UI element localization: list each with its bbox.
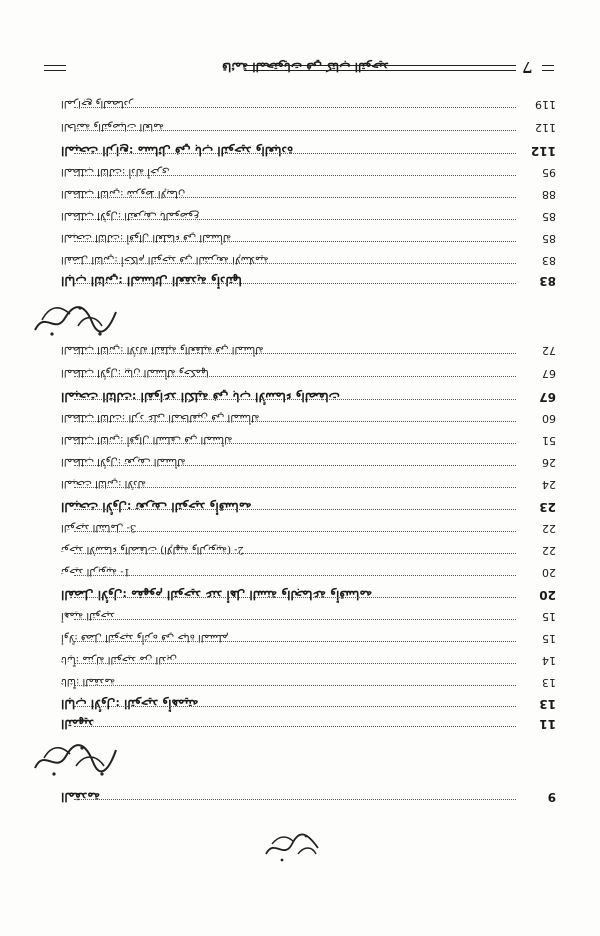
- toc-label: المطلب الثالث: الرد على المخالفين في المسألة: [58, 412, 263, 423]
- toc-label: المبحث الثالث: أقوال العلماء في المسألة: [58, 232, 234, 243]
- toc-row: [44, 654, 556, 672]
- toc-label: المبحث الثالث: القواعد الكلية في باب الأسماء والصفات: [58, 390, 343, 404]
- toc-page-number: 15: [542, 610, 556, 623]
- toc-row: [44, 478, 556, 496]
- toc-page-number: 23: [539, 500, 556, 514]
- toc-label: المراجع والمصادر: [58, 98, 136, 109]
- leader-dots: [74, 399, 516, 400]
- toc-row: [44, 610, 556, 628]
- toc-page-number: 83: [539, 274, 556, 288]
- toc-page-number: 119: [535, 98, 556, 111]
- leader-dots: [74, 175, 516, 176]
- toc-page-number: 13: [539, 697, 556, 711]
- toc-page-number: 88: [542, 188, 556, 201]
- toc-page-number: 20: [542, 566, 556, 579]
- toc-label: 2- توحيد الأسماء والصفات (الإلهية والربوبية): [58, 544, 247, 555]
- toc-row: [44, 500, 556, 518]
- toc-page-number: 83: [542, 254, 556, 267]
- toc-row: [44, 544, 556, 562]
- toc-row: [44, 232, 556, 250]
- toc-row: [44, 588, 556, 606]
- leader-dots: [74, 241, 516, 242]
- toc-row: [44, 522, 556, 540]
- leader-dots: [74, 641, 516, 642]
- toc-page-number: 22: [542, 522, 556, 535]
- toc-row: [44, 697, 556, 715]
- toc-page-number: 85: [542, 232, 556, 245]
- leader-dots: [74, 219, 516, 220]
- toc-label: المطلب الثاني: الأدلة النقلية والعقلية في المسألة: [58, 344, 267, 355]
- toc-page-number: 112: [530, 144, 556, 158]
- toc-label: المطلب الثاني: شروط الإيمان: [58, 188, 188, 199]
- toc-label: 3- التوحيد الشامل: [58, 522, 139, 533]
- toc-row: [44, 274, 556, 292]
- toc-label: المطلب الثالث: أدلة أخرى: [58, 166, 173, 177]
- leader-dots: [74, 726, 516, 727]
- toc-row: [44, 188, 556, 206]
- leader-dots: [74, 465, 516, 466]
- toc-row: [44, 676, 556, 694]
- header-rule: [44, 65, 66, 66]
- leader-dots: [74, 283, 516, 284]
- header-rule: [244, 70, 516, 71]
- toc-row: [44, 717, 556, 735]
- toc-row: [44, 456, 556, 474]
- toc-page-number: 85: [542, 210, 556, 223]
- toc-row: [44, 144, 556, 162]
- toc-page-number: 60: [542, 412, 556, 425]
- toc-page-number: 51: [542, 434, 556, 447]
- toc-label: التمهيد: [58, 717, 97, 731]
- toc-page-number: 11: [539, 717, 556, 731]
- toc-page-number: 22: [542, 544, 556, 557]
- toc-row: [44, 210, 556, 228]
- leader-dots: [74, 487, 516, 488]
- bismillah-ornament: [262, 830, 322, 864]
- toc-row: [44, 367, 556, 385]
- toc-row: [44, 566, 556, 584]
- header-title: قائمة المحتويات في كتاب التوحيد: [222, 60, 389, 74]
- leader-dots: [74, 553, 516, 554]
- toc-page-number: 15: [542, 632, 556, 645]
- running-header: [44, 56, 556, 84]
- toc-row: [44, 254, 556, 272]
- toc-label: ثانياً: منزلة التوحيد من الدين: [58, 654, 180, 665]
- toc-page-number: 112: [535, 121, 556, 134]
- toc-row: [44, 344, 556, 362]
- toc-label: المطلب الأول: تعريف المسألة: [58, 456, 189, 467]
- toc-row: [44, 121, 556, 139]
- toc-page-number: 9: [547, 790, 556, 804]
- toc-label: المطلب الأول: بيان المسألة وحكمها: [58, 367, 212, 378]
- leader-dots: [74, 663, 516, 664]
- toc-row: [44, 434, 556, 452]
- toc-label: المطلب الثاني: أقوال السلف في المسألة: [58, 434, 235, 445]
- toc-label: الباب الثاني: المسائل العقدية وأدلتها: [58, 274, 245, 288]
- leader-dots: [74, 263, 516, 264]
- toc-label: أهمية التوحيد: [58, 610, 118, 621]
- leader-dots: [74, 130, 516, 131]
- leader-dots: [74, 376, 516, 377]
- leader-dots: [74, 197, 516, 198]
- toc-label: الفصل الثاني: أحكام التوحيد في الشريعة الإسلامية: [58, 254, 272, 265]
- page-number: 7: [522, 58, 533, 76]
- toc-label: الخاتمة والتوصيات العامة: [58, 121, 167, 132]
- leader-dots: [74, 575, 516, 576]
- toc-label: أولاً: فضل التوحيد وأثره في حياة المسلم: [58, 632, 231, 643]
- leader-dots: [74, 353, 516, 354]
- toc-page-number: 20: [539, 588, 556, 602]
- header-rule: [44, 70, 66, 71]
- toc-page-number: 72: [542, 344, 556, 357]
- leader-dots: [74, 685, 516, 686]
- header-dash: [542, 56, 558, 78]
- leader-dots: [74, 509, 516, 510]
- leader-dots: [74, 107, 516, 108]
- leader-dots: [74, 153, 516, 154]
- leader-dots: [74, 531, 516, 532]
- toc-page-number: 67: [542, 367, 556, 380]
- toc-row: [44, 166, 556, 184]
- bab-ornament-2: [30, 740, 120, 780]
- header-rule: [244, 65, 516, 66]
- toc-row: [44, 632, 556, 650]
- toc-label: المبحث الرابع: مسائل في باب التوحيد والعبادة: [58, 144, 296, 158]
- toc-label: ثالثاً: المقدمة: [58, 676, 118, 687]
- toc-label: الباب الأول: التوحيد وأهميته: [58, 697, 201, 711]
- leader-dots: [74, 799, 516, 800]
- toc-label: المبحث الثاني: الأدلة: [58, 478, 149, 489]
- leader-dots: [74, 443, 516, 444]
- leader-dots: [74, 597, 516, 598]
- toc-label: الفصل الأول: مفهوم التوحيد عند أهل السنة والجماعة وأقسامه: [58, 588, 375, 602]
- leader-dots: [74, 706, 516, 707]
- toc-page-number: 67: [539, 390, 556, 404]
- leader-dots: [74, 421, 516, 422]
- toc-page-number: 13: [542, 676, 556, 689]
- toc-page-number: 26: [542, 456, 556, 469]
- toc-page-number: 24: [542, 478, 556, 491]
- toc-row: [44, 412, 556, 430]
- toc-label: 1- توحيد الربوبية: [58, 566, 133, 577]
- toc-label: المطلب الأول: التعريف بالموضوع: [58, 210, 202, 221]
- bab-ornament-1: [30, 300, 120, 340]
- toc-label: المقدمة: [58, 790, 103, 804]
- toc-row: [44, 98, 556, 116]
- toc-row: [44, 790, 556, 808]
- leader-dots: [74, 619, 516, 620]
- toc-label: المبحث الأول: تعريف التوحيد وأقسامه: [58, 500, 255, 514]
- toc-page-number: 95: [542, 166, 556, 179]
- toc-page-number: 14: [542, 654, 556, 667]
- toc-row: [44, 390, 556, 408]
